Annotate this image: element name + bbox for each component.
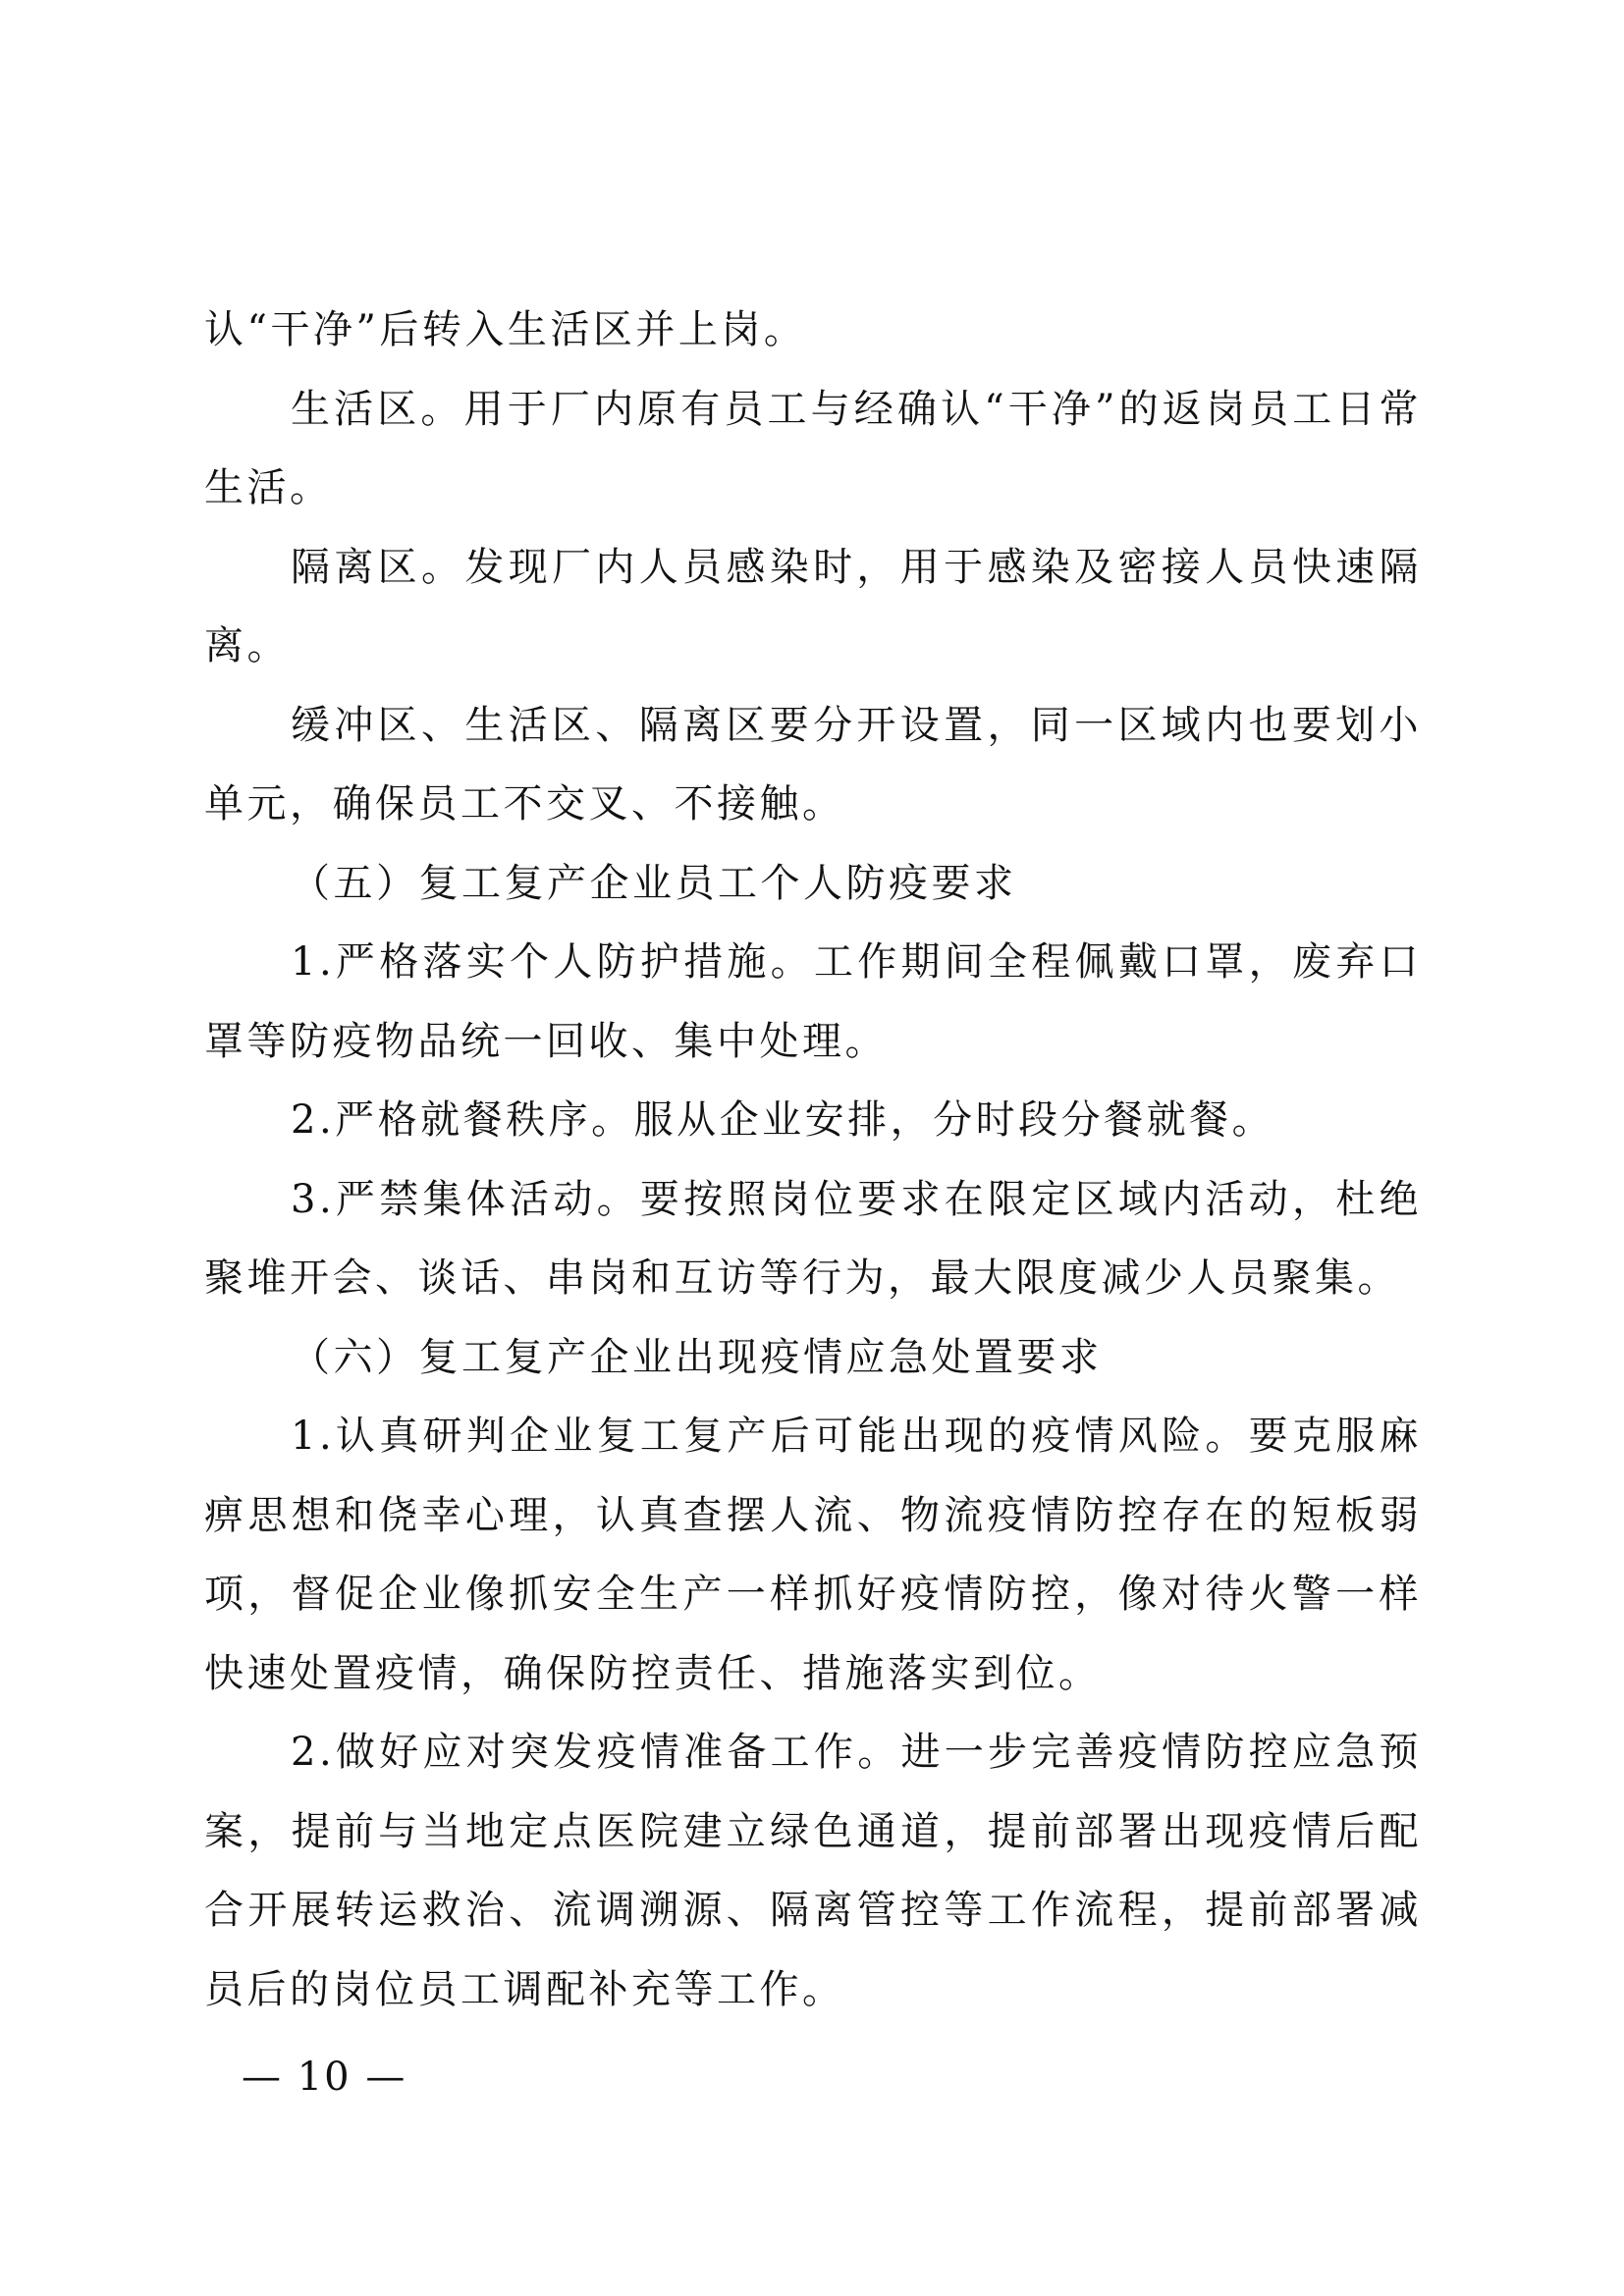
paragraph-item-5-2: 2.严格就餐秩序。服从企业安排，分时段分餐就餐。 (291, 1097, 1275, 1143)
section-heading-five: （五）复工复产企业员工个人防疫要求 (291, 860, 1017, 906)
paragraph-zone-separation: 缓冲区、生活区、隔离区要分开设置，同一区域内也要划小单元，确保员工不交叉、不接触。 (204, 702, 1422, 827)
paragraph-item-5-1: 1.严格落实个人防护措施。工作期间全程佩戴口罩，废弃口罩等防疫物品统一回收、集中处理。 (204, 939, 1422, 1064)
paragraph-item-5-3: 3.严禁集体活动。要按照岗位要求在限定区域内活动，杜绝聚堆开会、谈话、串岗和互访等行为，最大限度减少人员聚集。 (204, 1176, 1422, 1301)
paragraph-living-area: 生活区。用于厂内原有员工与经确认“干净”的返岗员工日常生活。 (204, 386, 1422, 510)
section-heading-six: （六）复工复产企业出现疫情应急处置要求 (291, 1334, 1103, 1380)
body-text (204, 291, 1422, 2029)
paragraph-isolation-area: 隔离区。发现厂内人员感染时，用于感染及密接人员快速隔离。 (204, 544, 1422, 668)
paragraph-item-6-2: 2.做好应对突发疫情准备工作。进一步完善疫情防控应急预案，提前与当地定点医院建立绿色通道，提前部署出现疫情后配合开展转运救治、流调溯源、隔离管控等工作流程，提前部署减员后的岗位员工调配补充等工作。 (204, 1730, 1422, 2012)
page-number: — 10 — (242, 2055, 407, 2100)
paragraph-continuation: 认“干净”后转入生活区并上岗。 (204, 307, 807, 352)
paragraph-item-6-1: 1.认真研判企业复工复产后可能出现的疫情风险。要克服麻痹思想和侥幸心理，认真查摆人流、物流疫情防控存在的短板弱项，督促企业像抓安全生产一样抓好疫情防控，像对待火警一样快速处置疫情，确保防控责任、措施落实到位。 (204, 1414, 1422, 1696)
